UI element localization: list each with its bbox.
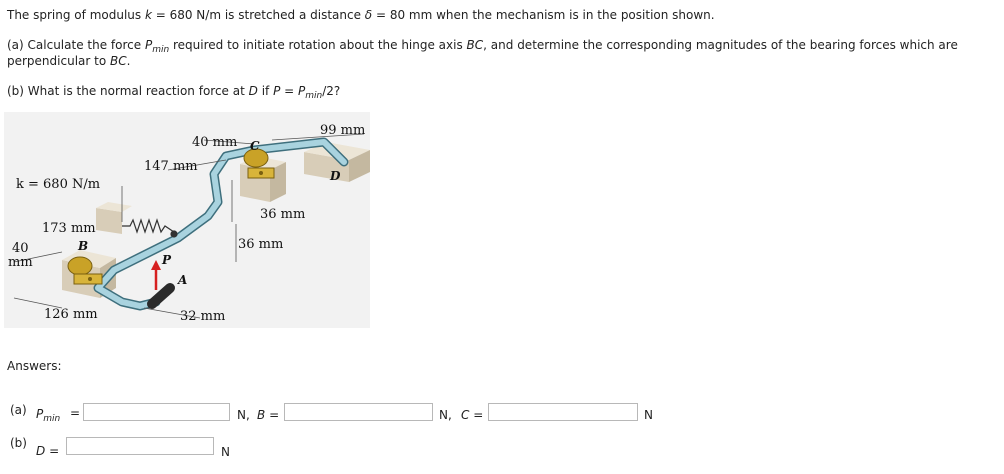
part-a-text: (a) Calculate the force	[7, 38, 145, 52]
bearing-c-unit: N	[644, 408, 653, 422]
part-a-text: , and determine the corresponding magnitudes of the bearing forces which are	[483, 38, 958, 52]
symbol-delta: δ	[364, 8, 373, 22]
bearing-b-label	[257, 408, 279, 422]
part-b-question	[7, 83, 340, 104]
part-a-line2	[7, 53, 130, 69]
answer-pmin-equals: =	[70, 406, 81, 420]
answer-a-label: (a)	[10, 403, 27, 417]
bearing-c-input[interactable]	[488, 403, 638, 421]
part-b-text: =	[280, 84, 298, 98]
dim-label-147: 147 mm	[144, 159, 198, 174]
dim-label-36-upper: 36 mm	[260, 207, 306, 222]
subscript-min: min	[305, 91, 323, 101]
part-b-text: (b) What is the normal reaction force at	[7, 84, 249, 98]
answers-heading: Answers:	[7, 359, 62, 373]
intro-text: = 80 mm when the mechanism is in the position shown.	[372, 8, 715, 22]
dim-label-40-top: 40 mm	[192, 135, 238, 150]
point-c-label: C	[250, 139, 260, 153]
symbol-d: D	[248, 84, 258, 98]
spring-modulus-label: k = 680 N/m	[16, 177, 101, 192]
symbol-p: P	[36, 407, 44, 421]
part-a-line1	[7, 37, 958, 58]
normal-d-label	[36, 444, 59, 458]
symbol-b: B	[257, 408, 266, 422]
symbol-d: D	[36, 444, 46, 458]
subscript-min: min	[152, 45, 170, 55]
problem-intro	[7, 7, 715, 23]
normal-d-unit: N	[221, 445, 230, 459]
pmin-input[interactable]	[83, 403, 230, 421]
normal-d-input[interactable]	[66, 437, 214, 455]
mechanism-drawing	[4, 112, 370, 328]
part-a-text: perpendicular to	[7, 54, 110, 68]
mechanism-figure	[4, 112, 370, 328]
symbol-p: P	[273, 84, 281, 98]
bearing-b-unit: N,	[439, 408, 452, 422]
force-p-label: P	[162, 253, 172, 267]
subscript-min: min	[43, 414, 61, 424]
bearing-c-label	[461, 408, 483, 422]
dim-label-40-left: 40	[12, 241, 29, 256]
part-a-text: required to initiate rotation about the hinge axis	[169, 38, 467, 52]
point-a-label: A	[178, 273, 188, 287]
pmin-unit: N,	[237, 408, 250, 422]
symbol-p: P	[144, 38, 153, 52]
dim-label-36-lower: 36 mm	[238, 237, 284, 252]
intro-text: The spring of modulus	[7, 8, 145, 22]
part-a-text: .	[126, 54, 131, 68]
answer-pmin-label	[36, 407, 60, 424]
symbol-bc: BC	[110, 54, 127, 68]
point-b-label: B	[78, 239, 89, 253]
dim-label-99: 99 mm	[320, 123, 366, 138]
symbol-k: k	[144, 8, 152, 22]
equals-sign: =	[269, 408, 280, 422]
dim-label-32: 32 mm	[180, 309, 226, 324]
equals-sign: =	[49, 444, 60, 458]
part-b-text: if	[257, 84, 274, 98]
symbol-p: P	[298, 84, 306, 98]
answer-b-label: (b)	[10, 436, 27, 450]
symbol-bc: BC	[466, 38, 484, 52]
part-b-text: /2?	[322, 84, 341, 98]
dim-label-173: 173 mm	[42, 221, 96, 236]
equals-sign: =	[473, 408, 484, 422]
dim-label-40-left-unit: mm	[8, 255, 33, 270]
bearing-b-input[interactable]	[284, 403, 433, 421]
intro-text: = 680 N/m is stretched a distance	[151, 8, 365, 22]
point-d-label: D	[330, 169, 341, 183]
symbol-c: C	[461, 408, 470, 422]
dim-label-126: 126 mm	[44, 307, 98, 322]
